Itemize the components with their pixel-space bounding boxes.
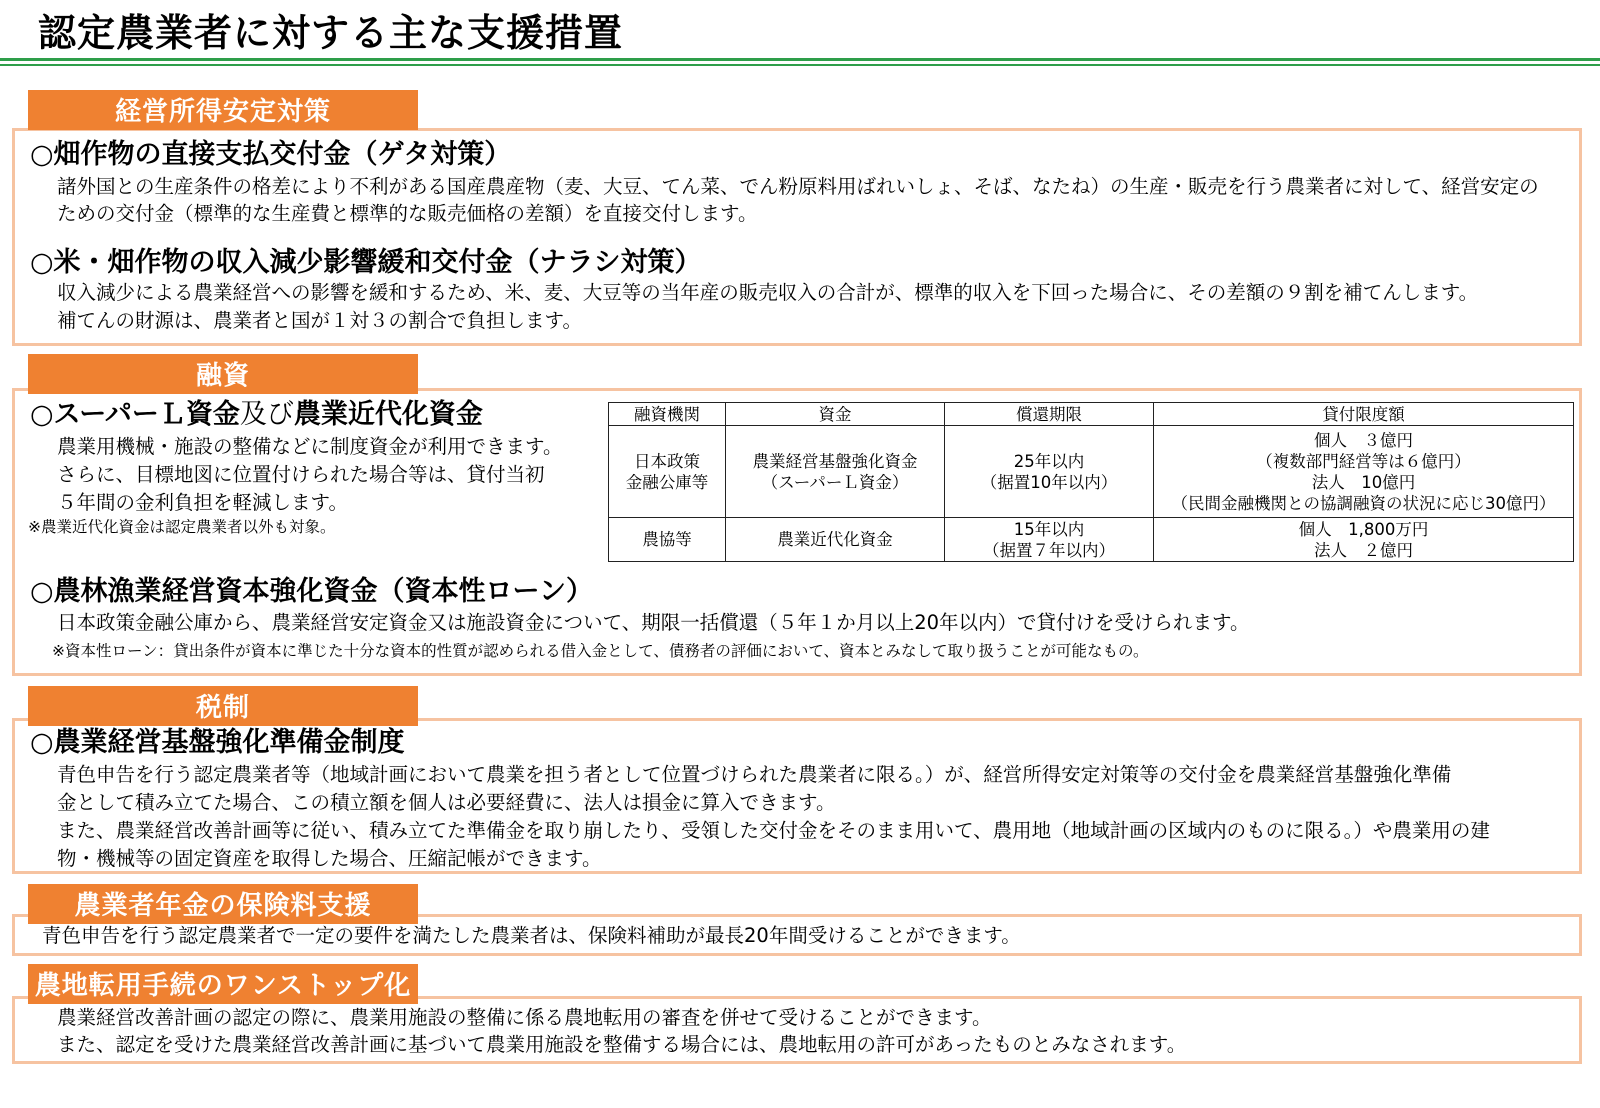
loan-cell-institution <box>609 426 726 518</box>
cell-line: 日本政策 <box>634 451 700 471</box>
heading-super-l-a: ○スーパーＬ資金 <box>30 399 240 430</box>
narashi-text-line-1: 収入減少による農業経営への影響を緩和するため、米、麦、大豆等の当年産の販売収入の合計が、標準的収入を下回った場合に、その差額の９割を補てんします。 <box>57 281 1479 304</box>
cell-line: 法人 ２億円 <box>1314 540 1413 560</box>
cell-line: 農業近代化資金 <box>777 530 893 549</box>
cell-line: 農業経営基盤強化資金 <box>752 451 918 471</box>
farmland-text-line-1: 農業経営改善計画の認定の際に、農業用施設の整備に係る農地転用の審査を併せて受けることができます。 <box>57 1006 992 1029</box>
title-rule-bottom <box>0 64 1600 66</box>
heading-capital-loan: ○農林漁業経営資本強化資金（資本性ローン） <box>30 576 594 607</box>
section-tab-financing: 融資 <box>28 354 418 394</box>
pension-text: 青色申告を行う認定農業者で一定の要件を満たした農業者は、保険料補助が最長20年間受けることができます。 <box>42 924 1021 947</box>
section-tab-income-stabilization: 経営所得安定対策 <box>28 90 418 130</box>
cell-line: （据置７年以内） <box>983 540 1115 560</box>
cell-line: （複数部門経営等は６億円） <box>1256 451 1471 471</box>
loan-table-header <box>609 403 1574 426</box>
section-tab-farmland-conversion: 農地転用手続のワンストップ化 <box>28 964 418 1004</box>
loan-cell-fund <box>726 518 945 562</box>
loan-table-header-cell: 貸付限度額 <box>1154 403 1574 426</box>
cell-line: 農協等 <box>642 530 692 549</box>
loan-cell-term <box>945 518 1154 562</box>
heading-narashi: ○米・畑作物の収入減少影響緩和交付金（ナラシ対策） <box>30 247 702 278</box>
cell-line: 個人 1,800万円 <box>1298 519 1429 539</box>
table-row <box>609 426 1574 518</box>
loan-table-header-cell: 償還期限 <box>945 403 1154 426</box>
section-tab-tax: 税制 <box>28 686 418 726</box>
cell-line: （スーパーＬ資金） <box>761 472 909 492</box>
cell-line: 25年以内 <box>1013 451 1085 471</box>
tax-text-line-1: 青色申告を行う認定農業者等（地域計画において農業を担う者として位置づけられた農業者に限る。）が、経営所得安定対策等の交付金を農業経営基盤強化準備 <box>57 763 1452 786</box>
super-l-text-line-1: 農業用機械・施設の整備などに制度資金が利用できます。 <box>57 435 563 458</box>
geta-text-line-1: 諸外国との生産条件の格差により不利がある国産農産物（麦、大豆、てん菜、でん粉原料用ばれいしょ、そば、なたね）の生産・販売を行う農業者に対して、経営安定の <box>57 175 1539 198</box>
super-l-text-line-3: ５年間の金利負担を軽減します。 <box>57 491 348 514</box>
loan-cell-term <box>945 426 1154 518</box>
tax-text-line-2: 金として積み立てた場合、この積立額を個人は必要経費に、法人は損金に算入できます。 <box>57 791 836 814</box>
tax-text-line-3: また、農業経営改善計画等に従い、積み立てた準備金を取り崩したり、受領した交付金をそのまま用いて、農用地（地域計画の区域内のものに限る。）や農業用の建 <box>57 819 1490 842</box>
loan-table-header-cell: 資金 <box>726 403 945 426</box>
capital-loan-text: 日本政策金融公庫から、農業経営安定資金又は施設資金について、期限一括償還（５年１か月以上20年以内）で貸付けを受けられます。 <box>57 611 1250 634</box>
loan-cell-limit <box>1154 426 1574 518</box>
heading-geta: ○畑作物の直接支払交付金（ゲタ対策） <box>30 139 512 170</box>
page-title: 認定農業者に対する主な支援措置 <box>38 11 624 55</box>
narashi-text-line-2: 補てんの財源は、農業者と国が１対３の割合で負担します。 <box>57 309 582 332</box>
capital-loan-note: ※資本性ローン：貸出条件が資本に準じた十分な資本的性質が認められる借入金として、債務者の評価において、資本とみなして取り扱うことが可能なもの。 <box>52 642 1149 660</box>
cell-line: 金融公庫等 <box>625 472 709 492</box>
super-l-text-line-2: さらに、目標地図に位置付けられた場合等は、貸付当初 <box>57 463 545 486</box>
loan-table <box>608 402 1574 562</box>
farmland-text-line-2: また、認定を受けた農業経営改善計画に基づいて農業用施設を整備する場合には、農地転用の許可があったものとみなされます。 <box>57 1033 1187 1056</box>
cell-line: （据置10年以内） <box>980 472 1118 492</box>
geta-text-line-2: ための交付金（標準的な生産費と標準的な販売価格の差額）を直接交付します。 <box>57 202 758 225</box>
cell-line: （民間金融機関との協調融資の状況に応じ30億円） <box>1171 493 1556 513</box>
tax-text-line-4: 物・機械等の固定資産を取得した場合、圧縮記帳ができます。 <box>57 847 602 870</box>
cell-line: 法人 10億円 <box>1311 472 1416 492</box>
title-rule-top <box>0 58 1600 61</box>
loan-cell-limit <box>1154 518 1574 562</box>
table-row <box>609 518 1574 562</box>
heading-reserve-fund: ○農業経営基盤強化準備金制度 <box>30 727 405 758</box>
loan-cell-fund <box>726 426 945 518</box>
cell-line: 個人 ３億円 <box>1314 430 1413 450</box>
cell-line: 15年以内 <box>1013 519 1085 539</box>
section-tab-pension: 農業者年金の保険料支援 <box>28 884 418 924</box>
heading-super-l-c: 農業近代化資金 <box>293 399 483 430</box>
heading-super-l <box>30 398 483 432</box>
loan-cell-institution <box>609 518 726 562</box>
super-l-note: ※農業近代化資金は認定農業者以外も対象。 <box>28 518 336 536</box>
loan-table-header-cell: 融資機関 <box>609 403 726 426</box>
heading-super-l-b: 及び <box>239 399 294 430</box>
